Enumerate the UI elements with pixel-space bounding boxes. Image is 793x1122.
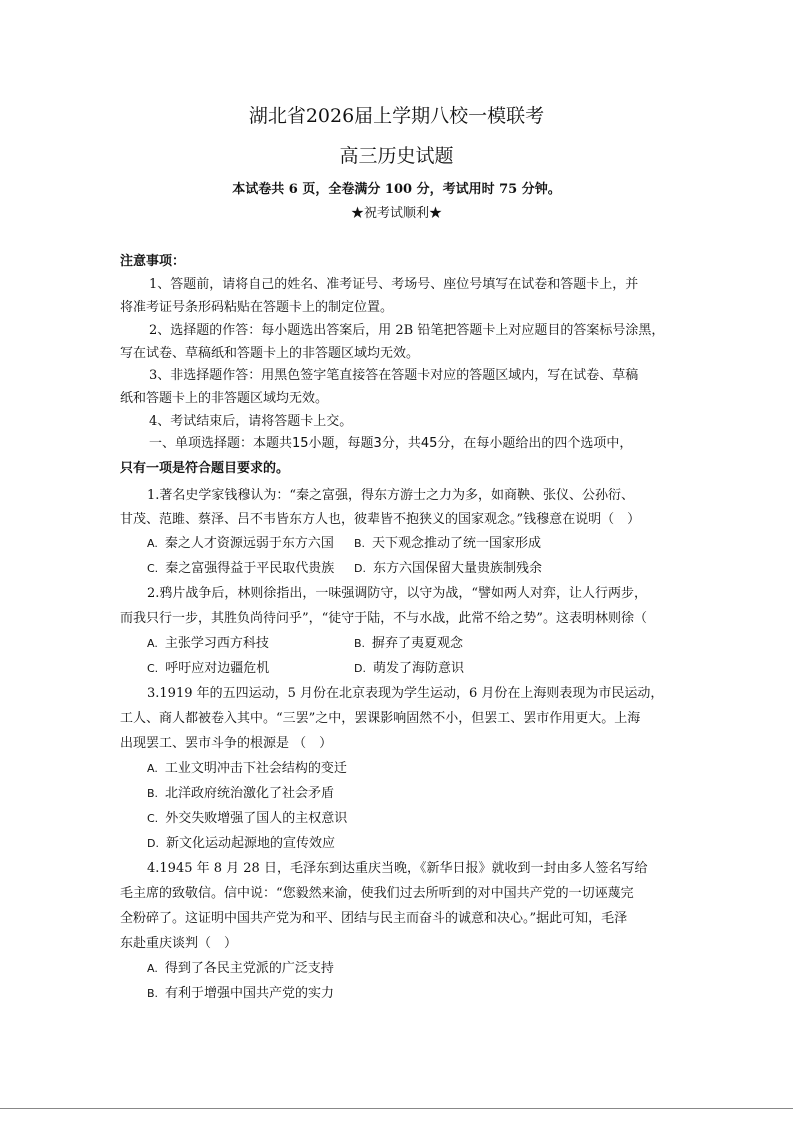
notice-heading: 注意事项：	[120, 254, 186, 269]
option-b[interactable]	[354, 635, 463, 653]
question-stem: 4.1945 年 8 月 28 日，毛泽东到达重庆当晚，《新华日报》就收到一封由多人签名写给	[147, 861, 648, 876]
exam-subject: 高三历史试题	[339, 145, 454, 167]
option-a[interactable]	[147, 960, 334, 978]
option-text: 秦之富强得益于平民取代贵族	[165, 561, 335, 576]
page-divider	[0, 1108, 793, 1109]
question-stem: 2.鸦片战争后，林则徐指出，一味强调防守，以守为战，“譬如两人对弈，让人行两步，	[147, 586, 648, 601]
option-text: 外交失败增强了国人的主权意识	[165, 811, 348, 826]
question-stem: 出现罢工、罢市斗争的根源是 （ ）	[120, 736, 333, 751]
option-letter: C.	[147, 812, 159, 825]
option-c[interactable]	[147, 560, 334, 578]
option-letter: A.	[147, 762, 158, 775]
option-text: 北洋政府统治激化了社会矛盾	[165, 786, 335, 801]
question-stem: 1.著名史学家钱穆认为：“秦之富强，得东方游士之力为多，如商鞅、张仪、公孙衍、	[147, 488, 635, 503]
exam-wish: ★祝考试顺利★	[350, 206, 442, 221]
question-stem: 工人、商人都被卷入其中。“三罢”之中，罢课影响固然不小，但罢工、罢市作用更大。上海	[120, 711, 641, 726]
option-letter: A.	[147, 537, 158, 550]
option-c[interactable]	[147, 810, 347, 828]
option-text: 萌发了海防意识	[372, 661, 464, 676]
option-c[interactable]	[147, 660, 269, 678]
option-text: 天下观念推动了统一国家形成	[372, 536, 542, 551]
option-letter: D.	[147, 837, 159, 850]
question-stem: 全粉碎了。这证明中国共产党为和平、团结与民主而奋斗的诚意和决心。”据此可知，毛泽	[120, 911, 628, 926]
question-stem: 毛主席的致敬信。信中说：“您毅然来渝，使我们过去所听到的对中国共产党的一切诬蔑完	[120, 886, 634, 901]
option-letter: C.	[147, 562, 159, 575]
notice-line: 写在试卷、草稿纸和答题卡上的非答题区域均无效。	[120, 346, 420, 361]
option-a[interactable]	[147, 635, 269, 653]
option-text: 工业文明冲击下社会结构的变迁	[164, 761, 347, 776]
option-text: 得到了各民主党派的广泛支持	[164, 961, 334, 976]
notice-line: 3、非选择题作答：用黑色签字笔直接答在答题卡对应的答题区域内，写在试卷、草稿	[149, 368, 639, 383]
question-stem: 东赴重庆谈判（ ）	[120, 936, 238, 951]
option-letter: B.	[354, 537, 366, 550]
option-text: 有利于增强中国共产党的实力	[165, 986, 335, 1001]
option-b[interactable]	[147, 985, 334, 1003]
notice-line: 2、选择题的作答：每小题选出答案后，用 2B 铅笔把答题卡上对应题目的答案标号涂黑，	[149, 323, 665, 338]
option-a[interactable]	[147, 760, 347, 778]
option-letter: C.	[147, 662, 159, 675]
option-d[interactable]	[354, 560, 542, 578]
option-text: 秦之人才资源远弱于东方六国	[164, 536, 334, 551]
question-stem: 甘茂、范雎、蔡泽、吕不韦皆东方人也，彼辈皆不抱狭义的国家观念。”钱穆意在说明（ ）	[120, 512, 641, 527]
section-instruction: 只有一项是符合题目要求的。	[120, 461, 290, 476]
option-b[interactable]	[354, 535, 541, 553]
section-heading: 一、单项选择题：本题共15小题，每题3分，共45分，在每小题给出的四个选项中，	[149, 436, 633, 451]
option-letter: A.	[147, 962, 158, 975]
option-d[interactable]	[147, 835, 335, 853]
option-text: 摒弃了夷夏观念	[372, 636, 464, 651]
option-letter: B.	[147, 987, 159, 1000]
notice-line: 将准考证号条形码粘贴在答题卡上的制定位置。	[120, 300, 394, 315]
option-letter: D.	[354, 662, 366, 675]
option-text: 新文化运动起源地的宣传效应	[165, 836, 335, 851]
exam-title: 湖北省2026届上学期八校一模联考	[248, 105, 545, 127]
notice-line: 4、考试结束后，请将答题卡上交。	[149, 414, 353, 429]
option-text: 主张学习西方科技	[164, 636, 269, 651]
option-letter: D.	[354, 562, 366, 575]
option-a[interactable]	[147, 535, 334, 553]
option-letter: B.	[147, 787, 159, 800]
option-text: 东方六国保留大量贵族制残余	[372, 561, 542, 576]
option-letter: A.	[147, 637, 158, 650]
option-b[interactable]	[147, 785, 334, 803]
option-text: 呼吁应对边疆危机	[165, 661, 270, 676]
question-stem: 而我只行一步，其胜负尚待问乎”，“徒守于陆，不与水战，此常不给之势”。这表明林则徐（	[120, 611, 647, 626]
notice-line: 1、答题前，请将自己的姓名、准考证号、考场号、座位号填写在试卷和答题卡上，并	[149, 277, 639, 292]
option-d[interactable]	[354, 660, 464, 678]
exam-meta: 本试卷共 6 页，全卷满分 100 分，考试用时 75 分钟。	[232, 182, 561, 197]
notice-line: 纸和答题卡上的非答题区域均无效。	[120, 391, 329, 406]
question-stem: 3.1919 年的五四运动，5 月份在北京表现为学生运动，6 月份在上海则表现为市民运动，	[147, 686, 664, 701]
option-letter: B.	[354, 637, 366, 650]
